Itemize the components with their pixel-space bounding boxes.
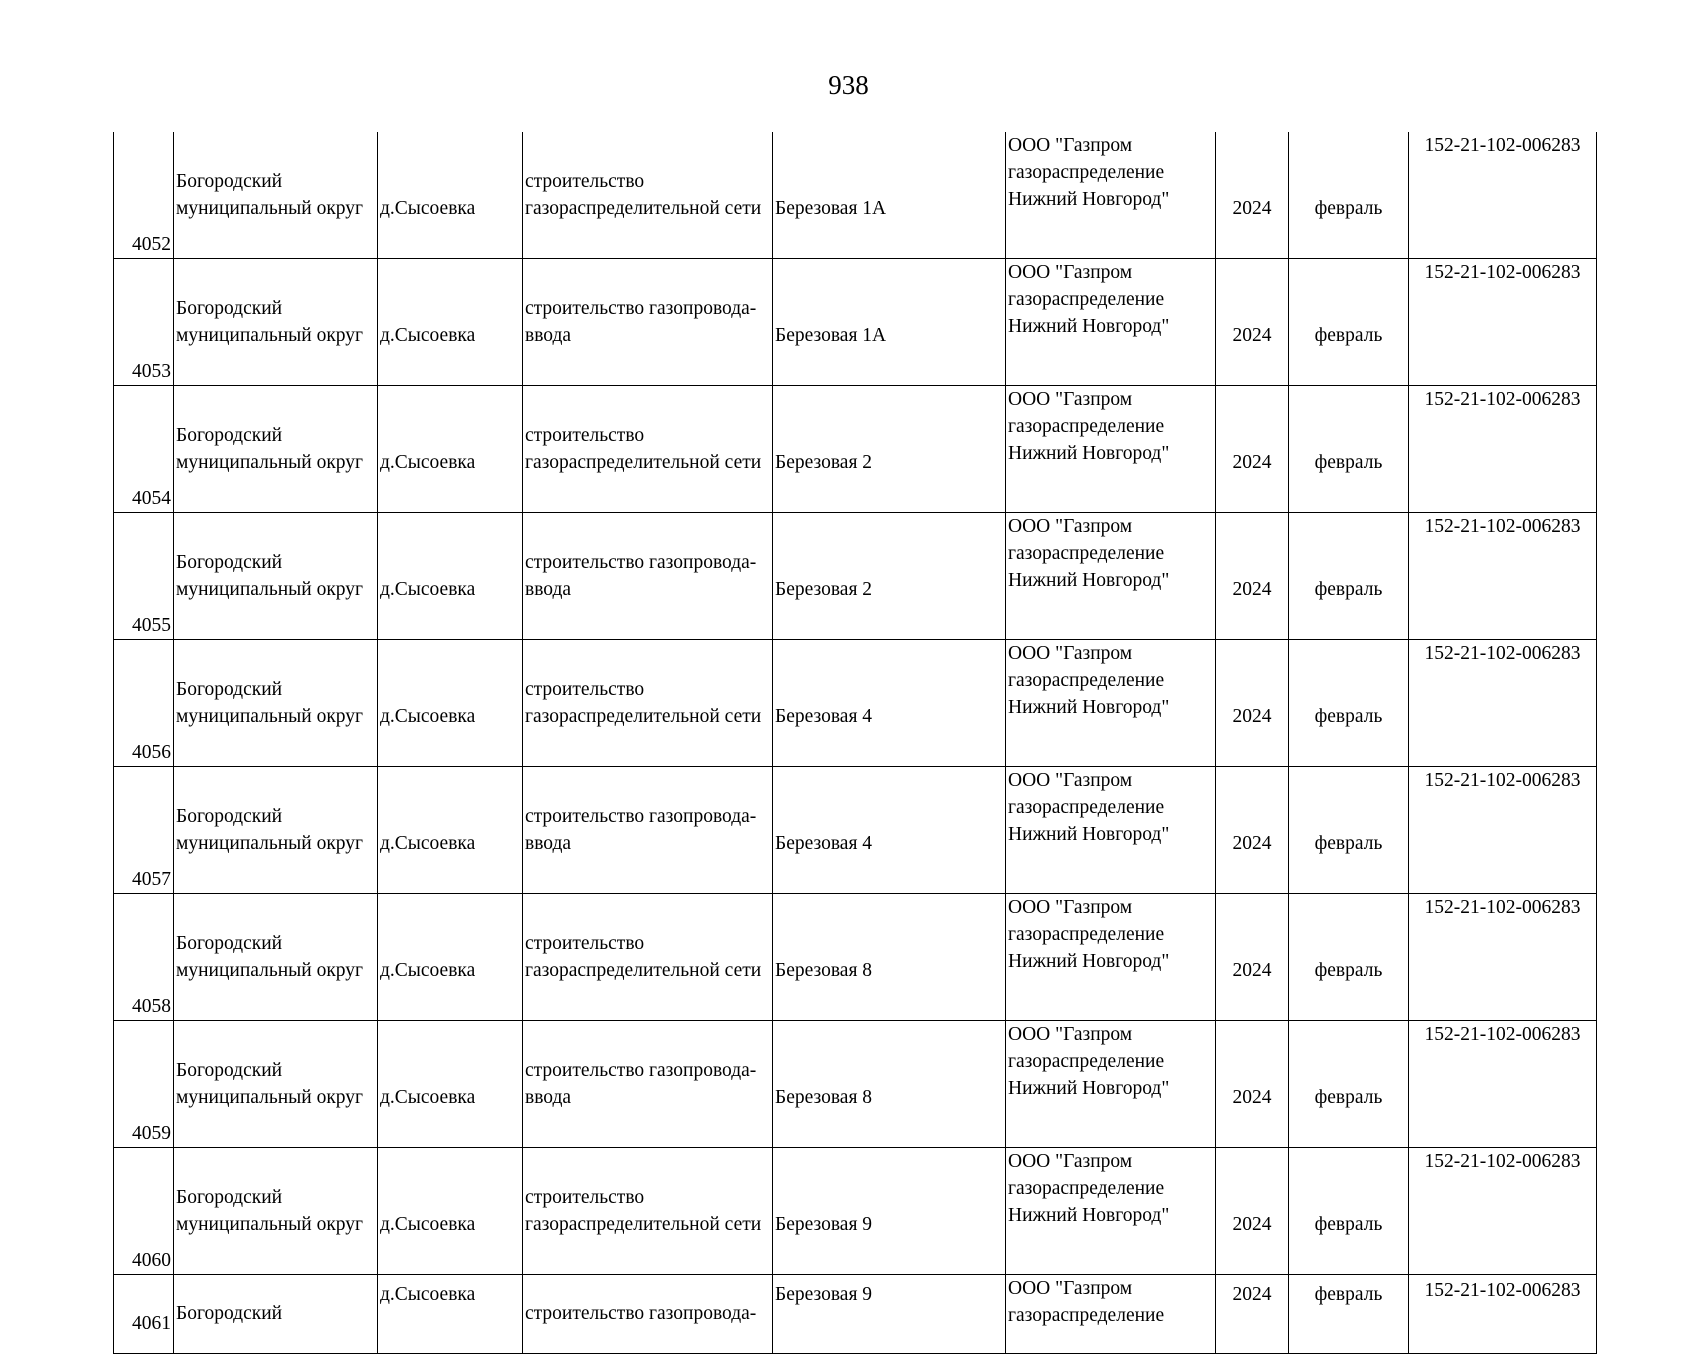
- organization-line: Нижний Новгород": [1008, 443, 1170, 464]
- table-row: [114, 1148, 1597, 1275]
- code-cell: [1409, 767, 1597, 894]
- registry-code: 152-21-102-006283: [1424, 1024, 1581, 1045]
- work-type-line: ввода: [525, 833, 572, 854]
- organization-line: газораспределение: [1008, 543, 1165, 564]
- district-line: муниципальный округ: [176, 1214, 364, 1235]
- organization-line: ООО "Газпром: [1008, 389, 1133, 410]
- code-cell: [1409, 1275, 1597, 1354]
- street-name: Березовая 2: [775, 452, 873, 473]
- table-row: [114, 1275, 1597, 1354]
- village-name: д.Сысоевка: [380, 1087, 476, 1108]
- district-cell: [174, 1148, 378, 1275]
- district-cell: [174, 640, 378, 767]
- organization-cell: [1006, 767, 1216, 894]
- year-value: 2024: [1232, 960, 1272, 981]
- row-number-cell: [114, 767, 174, 894]
- month-cell: [1289, 767, 1409, 894]
- district-line: Богородский: [176, 933, 283, 954]
- organization-line: газораспределение: [1008, 289, 1165, 310]
- year-value: 2024: [1232, 1214, 1272, 1235]
- row-number: 4061: [132, 1312, 171, 1334]
- organization-line: газораспределение: [1008, 797, 1165, 818]
- organization-line: ООО "Газпром: [1008, 770, 1133, 791]
- row-number-cell: [114, 640, 174, 767]
- row-number-cell: [114, 1148, 174, 1275]
- month-value: февраль: [1314, 1087, 1383, 1108]
- organization-line: ООО "Газпром: [1008, 1024, 1133, 1045]
- district-cell: [174, 386, 378, 513]
- year-cell: [1216, 386, 1289, 513]
- street-name: Березовая 8: [775, 1087, 873, 1108]
- organization-line: ООО "Газпром: [1008, 643, 1133, 664]
- street-cell: [773, 1275, 1006, 1354]
- village-name: д.Сысоевка: [380, 960, 476, 981]
- work-type-line: строительство газопровода-: [525, 298, 757, 319]
- year-cell: [1216, 513, 1289, 640]
- organization-line: ООО "Газпром: [1008, 897, 1133, 918]
- district-cell: [174, 1275, 378, 1354]
- district-line: Богородский: [176, 1060, 283, 1081]
- organization-cell: [1006, 386, 1216, 513]
- work-type-line: ввода: [525, 325, 572, 346]
- village-cell: [378, 513, 523, 640]
- month-value: февраль: [1314, 325, 1383, 346]
- work-type-line: строительство: [525, 679, 645, 700]
- work-type-cell: [523, 386, 773, 513]
- village-cell: [378, 894, 523, 1021]
- table-row: [114, 386, 1597, 513]
- year-value: 2024: [1232, 1087, 1272, 1108]
- year-value: 2024: [1232, 198, 1272, 219]
- work-type-line: строительство газопровода-: [525, 806, 757, 827]
- year-cell: [1216, 767, 1289, 894]
- work-type-cell: [523, 259, 773, 386]
- work-type-line: газораспределительной сети: [525, 198, 762, 219]
- district-line: Богородский: [176, 1187, 283, 1208]
- district-line: Богородский: [176, 425, 283, 446]
- row-number: 4060: [132, 1250, 171, 1271]
- organization-cell: [1006, 1148, 1216, 1275]
- district-line: муниципальный округ: [176, 960, 364, 981]
- month-cell: [1289, 513, 1409, 640]
- row-number: 4053: [132, 361, 171, 382]
- year-value: 2024: [1232, 452, 1272, 473]
- street-cell: [773, 894, 1006, 1021]
- district-line: Богородский: [176, 552, 283, 573]
- village-name: д.Сысоевка: [380, 1284, 476, 1305]
- village-name: д.Сысоевка: [380, 452, 476, 473]
- organization-line: газораспределение: [1008, 1305, 1165, 1326]
- village-name: д.Сысоевка: [380, 706, 476, 727]
- code-cell: [1409, 640, 1597, 767]
- work-type-line: строительство: [525, 425, 645, 446]
- street-cell: [773, 386, 1006, 513]
- row-number: 4055: [132, 615, 171, 636]
- page-number: 938: [828, 70, 869, 100]
- year-value: 2024: [1232, 325, 1272, 346]
- district-cell: [174, 767, 378, 894]
- table-row: [114, 894, 1597, 1021]
- district-line: Богородский: [176, 679, 283, 700]
- work-type-cell: [523, 132, 773, 259]
- district-line: Богородский: [176, 298, 283, 319]
- code-cell: [1409, 513, 1597, 640]
- work-type-line: строительство газопровода-: [525, 1303, 757, 1324]
- work-type-line: строительство газопровода-: [525, 1060, 757, 1081]
- month-value: февраль: [1314, 452, 1383, 473]
- registry-code: 152-21-102-006283: [1424, 770, 1581, 791]
- registry-table: [113, 132, 1597, 1354]
- month-cell: [1289, 132, 1409, 259]
- month-cell: [1289, 1148, 1409, 1275]
- registry-code: 152-21-102-006283: [1424, 135, 1581, 156]
- row-number: 4057: [132, 869, 171, 890]
- work-type-line: ввода: [525, 1087, 572, 1108]
- district-line: муниципальный округ: [176, 833, 364, 854]
- organization-line: Нижний Новгород": [1008, 316, 1170, 337]
- village-name: д.Сысоевка: [380, 833, 476, 854]
- work-type-cell: [523, 767, 773, 894]
- organization-line: ООО "Газпром: [1008, 516, 1133, 537]
- district-line: Богородский: [176, 806, 283, 827]
- organization-line: ООО "Газпром: [1008, 262, 1133, 283]
- table-body: [114, 132, 1597, 1354]
- organization-cell: [1006, 1021, 1216, 1148]
- street-name: Березовая 8: [775, 960, 873, 981]
- district-cell: [174, 894, 378, 1021]
- table-row: [114, 1021, 1597, 1148]
- street-cell: [773, 132, 1006, 259]
- month-cell: [1289, 259, 1409, 386]
- work-type-cell: [523, 1021, 773, 1148]
- month-value: февраль: [1314, 706, 1383, 727]
- work-type-cell: [523, 1148, 773, 1275]
- street-cell: [773, 1148, 1006, 1275]
- month-value: февраль: [1314, 833, 1383, 854]
- organization-line: Нижний Новгород": [1008, 1078, 1170, 1099]
- district-cell: [174, 259, 378, 386]
- registry-code: 152-21-102-006283: [1424, 389, 1581, 410]
- registry-code: 152-21-102-006283: [1424, 262, 1581, 283]
- village-cell: [378, 1148, 523, 1275]
- organization-cell: [1006, 894, 1216, 1021]
- village-cell: [378, 132, 523, 259]
- code-cell: [1409, 386, 1597, 513]
- month-cell: [1289, 1021, 1409, 1148]
- code-cell: [1409, 259, 1597, 386]
- organization-line: газораспределение: [1008, 924, 1165, 945]
- row-number-cell: [114, 132, 174, 259]
- row-number-cell: [114, 259, 174, 386]
- organization-line: Нижний Новгород": [1008, 570, 1170, 591]
- work-type-cell: [523, 894, 773, 1021]
- village-cell: [378, 767, 523, 894]
- code-cell: [1409, 1021, 1597, 1148]
- work-type-line: ввода: [525, 579, 572, 600]
- organization-line: Нижний Новгород": [1008, 189, 1170, 210]
- street-name: Березовая 2: [775, 579, 873, 600]
- district-cell: [174, 132, 378, 259]
- work-type-line: газораспределительной сети: [525, 706, 762, 727]
- year-cell: [1216, 1148, 1289, 1275]
- month-cell: [1289, 1275, 1409, 1354]
- organization-line: Нижний Новгород": [1008, 697, 1170, 718]
- table-row: [114, 767, 1597, 894]
- organization-line: Нижний Новгород": [1008, 951, 1170, 972]
- work-type-line: строительство: [525, 1187, 645, 1208]
- year-cell: [1216, 640, 1289, 767]
- work-type-line: строительство: [525, 171, 645, 192]
- street-cell: [773, 767, 1006, 894]
- row-number-cell: [114, 513, 174, 640]
- work-type-line: газораспределительной сети: [525, 452, 762, 473]
- row-number-cell: [114, 1021, 174, 1148]
- year-cell: [1216, 259, 1289, 386]
- month-value: февраль: [1314, 198, 1383, 219]
- organization-cell: [1006, 513, 1216, 640]
- month-value: февраль: [1314, 1214, 1383, 1235]
- organization-line: ООО "Газпром: [1008, 1151, 1133, 1172]
- district-cell: [174, 1021, 378, 1148]
- registry-code: 152-21-102-006283: [1424, 897, 1581, 918]
- month-cell: [1289, 386, 1409, 513]
- registry-code: 152-21-102-006283: [1424, 516, 1581, 537]
- table-row: [114, 132, 1597, 259]
- organization-line: Нижний Новгород": [1008, 824, 1170, 845]
- district-line: муниципальный округ: [176, 198, 364, 219]
- row-number-cell: [114, 386, 174, 513]
- street-name: Березовая 9: [775, 1214, 873, 1235]
- month-cell: [1289, 640, 1409, 767]
- village-name: д.Сысоевка: [380, 579, 476, 600]
- work-type-line: строительство газопровода-: [525, 552, 757, 573]
- code-cell: [1409, 1148, 1597, 1275]
- year-value: 2024: [1232, 579, 1272, 600]
- organization-cell: [1006, 259, 1216, 386]
- year-value: 2024: [1232, 833, 1272, 854]
- row-number: 4052: [132, 234, 171, 255]
- work-type-line: строительство: [525, 933, 645, 954]
- year-value: 2024: [1232, 706, 1272, 727]
- registry-code: 152-21-102-006283: [1424, 1151, 1581, 1172]
- organization-line: газораспределение: [1008, 1051, 1165, 1072]
- district-line: муниципальный округ: [176, 1087, 364, 1108]
- row-number: 4058: [132, 996, 171, 1017]
- organization-line: газораспределение: [1008, 416, 1165, 437]
- street-name: Березовая 4: [775, 833, 873, 854]
- district-cell: [174, 513, 378, 640]
- district-line: Богородский: [176, 171, 283, 192]
- street-cell: [773, 1021, 1006, 1148]
- row-number-cell: [114, 894, 174, 1021]
- street-name: Березовая 9: [775, 1284, 873, 1305]
- year-cell: [1216, 894, 1289, 1021]
- village-cell: [378, 1275, 523, 1354]
- village-cell: [378, 640, 523, 767]
- work-type-cell: [523, 1275, 773, 1354]
- district-line: муниципальный округ: [176, 452, 364, 473]
- month-value: февраль: [1314, 960, 1383, 981]
- table-row: [114, 640, 1597, 767]
- village-cell: [378, 1021, 523, 1148]
- street-cell: [773, 513, 1006, 640]
- month-cell: [1289, 894, 1409, 1021]
- organization-line: газораспределение: [1008, 162, 1165, 183]
- village-name: д.Сысоевка: [380, 325, 476, 346]
- organization-line: ООО "Газпром: [1008, 1278, 1133, 1299]
- work-type-line: газораспределительной сети: [525, 960, 762, 981]
- month-value: февраль: [1314, 1284, 1383, 1305]
- organization-line: газораспределение: [1008, 1178, 1165, 1199]
- village-name: д.Сысоевка: [380, 198, 476, 219]
- table-row: [114, 513, 1597, 640]
- registry-code: 152-21-102-006283: [1424, 643, 1581, 664]
- code-cell: [1409, 132, 1597, 259]
- registry-code: 152-21-102-006283: [1424, 1280, 1581, 1301]
- year-cell: [1216, 1021, 1289, 1148]
- street-name: Березовая 4: [775, 706, 873, 727]
- row-number: 4056: [132, 742, 171, 763]
- district-line: Богородский: [176, 1303, 283, 1324]
- street-name: Березовая 1А: [775, 198, 887, 219]
- organization-line: газораспределение: [1008, 670, 1165, 691]
- organization-cell: [1006, 640, 1216, 767]
- work-type-cell: [523, 513, 773, 640]
- row-number-cell: [114, 1275, 174, 1354]
- year-value: 2024: [1232, 1284, 1272, 1305]
- organization-line: ООО "Газпром: [1008, 135, 1133, 156]
- row-number: 4054: [132, 488, 171, 509]
- district-line: муниципальный округ: [176, 325, 364, 346]
- organization-cell: [1006, 1275, 1216, 1354]
- code-cell: [1409, 894, 1597, 1021]
- village-name: д.Сысоевка: [380, 1214, 476, 1235]
- year-cell: [1216, 1275, 1289, 1354]
- month-value: февраль: [1314, 579, 1383, 600]
- village-cell: [378, 259, 523, 386]
- district-line: муниципальный округ: [176, 706, 364, 727]
- street-name: Березовая 1А: [775, 325, 887, 346]
- table-row: [114, 259, 1597, 386]
- year-cell: [1216, 132, 1289, 259]
- work-type-cell: [523, 640, 773, 767]
- work-type-line: газораспределительной сети: [525, 1214, 762, 1235]
- street-cell: [773, 259, 1006, 386]
- village-cell: [378, 386, 523, 513]
- row-number: 4059: [132, 1123, 171, 1144]
- street-cell: [773, 640, 1006, 767]
- organization-cell: [1006, 132, 1216, 259]
- organization-line: Нижний Новгород": [1008, 1205, 1170, 1226]
- district-line: муниципальный округ: [176, 579, 364, 600]
